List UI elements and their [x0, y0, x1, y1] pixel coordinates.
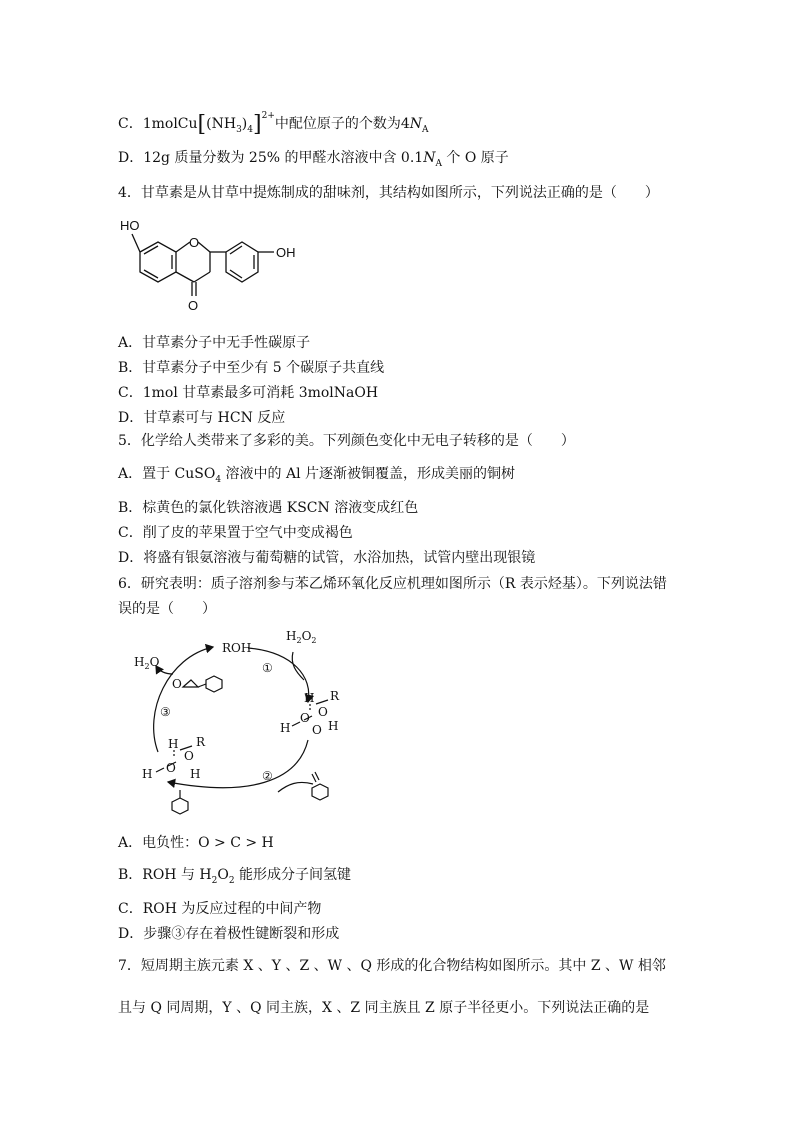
q6-option-d: D．步骤③存在着极性键断裂和形成: [118, 926, 340, 942]
q6-option-b: B．ROH 与 $H_2O_2$ 能形成分子间氢键: [118, 867, 352, 886]
q5-option-c: C．削了皮的苹果置于空气中变成褐色: [118, 525, 353, 541]
svg-text:O: O: [318, 705, 328, 719]
svg-text:①: ①: [262, 661, 273, 675]
svg-text:O: O: [166, 761, 176, 775]
svg-text:O: O: [300, 711, 310, 725]
q4-option-a: A．甘草素分子中无手性碳原子: [118, 335, 311, 351]
q3-option-d: D．12g 质量分数为 25% 的甲醛水溶液中含 $0.1N_A$ 个 O 原子: [118, 150, 509, 169]
svg-text:H2O: $H_2O$: [134, 655, 160, 671]
svg-text:②: ②: [262, 769, 273, 783]
liquiritigenin-structure: [118, 210, 318, 318]
svg-text:HO: HO: [120, 218, 140, 233]
svg-text:R: R: [196, 735, 206, 749]
q4-option-c: C．1mol 甘草素最多可消耗 3molNaOH: [118, 385, 379, 401]
q7-stem-line2: 且与 Q 同周期，Y 、Q 同主族，X 、Z 同主族且 Z 原子半径更小。下列说法正确的是: [118, 1000, 650, 1016]
q6-stem-line2: 误的是（ ）: [118, 601, 216, 617]
svg-text:R: R: [330, 689, 340, 703]
svg-text:H: H: [190, 767, 201, 781]
q3-option-c: C．$1molCu[(NH_3)_4]^{2+}$中配位原子的个数为$4N_A$: [118, 111, 429, 137]
q5-option-b: B．棕黄色的氯化铁溶液遇 KSCN 溶液变成红色: [118, 500, 419, 516]
svg-text:ROH: ROH: [222, 641, 252, 655]
svg-text:H: H: [142, 767, 153, 781]
q4-option-d: D．甘草素可与 HCN 反应: [118, 410, 286, 426]
svg-text:H2O2: $H_2O_2$: [286, 629, 317, 645]
epoxidation-cycle-diagram: [128, 622, 358, 822]
svg-text:O: O: [189, 235, 200, 250]
q5-option-d: D．将盛有银氨溶液与葡萄糖的试管，水浴加热，试管内壁出现银镜: [118, 550, 536, 566]
q6-stem-line1: 6．研究表明：质子溶剂参与苯乙烯环氧化反应机理如图所示（R 表示烃基）。下列说法错: [118, 576, 667, 592]
svg-text:O: O: [172, 677, 182, 691]
q7-stem-line1: 7．短周期主族元素 X 、Y 、Z 、W 、Q 形成的化合物结构如图所示。其中 Z 、W 相邻: [118, 958, 666, 974]
q4-option-b: B．甘草素分子中至少有 5 个碳原子共直线: [118, 360, 385, 376]
svg-text:H: H: [304, 691, 315, 705]
svg-text:O: O: [184, 749, 194, 763]
svg-text:H: H: [280, 721, 291, 735]
svg-text:O: O: [312, 723, 322, 737]
svg-text:H: H: [328, 719, 339, 733]
svg-text:H: H: [168, 737, 179, 751]
q5-stem: 5．化学给人类带来了多彩的美。下列颜色变化中无电子转移的是（ ）: [118, 433, 575, 449]
q4-stem: 4．甘草素是从甘草中提炼制成的甜味剂，其结构如图所示，下列说法正确的是（ ）: [118, 185, 659, 201]
q5-option-a: A．置于 CuSO$_4$ 溶液中的 Al 片逐渐被铜覆盖，形成美丽的铜树: [118, 466, 516, 485]
q6-option-c: C．ROH 为反应过程的中间产物: [118, 901, 322, 917]
svg-text:OH: OH: [276, 245, 296, 260]
svg-text:③: ③: [160, 705, 171, 719]
svg-text:O: O: [188, 298, 199, 313]
q6-option-a: A．电负性：O > C > H: [118, 835, 274, 851]
